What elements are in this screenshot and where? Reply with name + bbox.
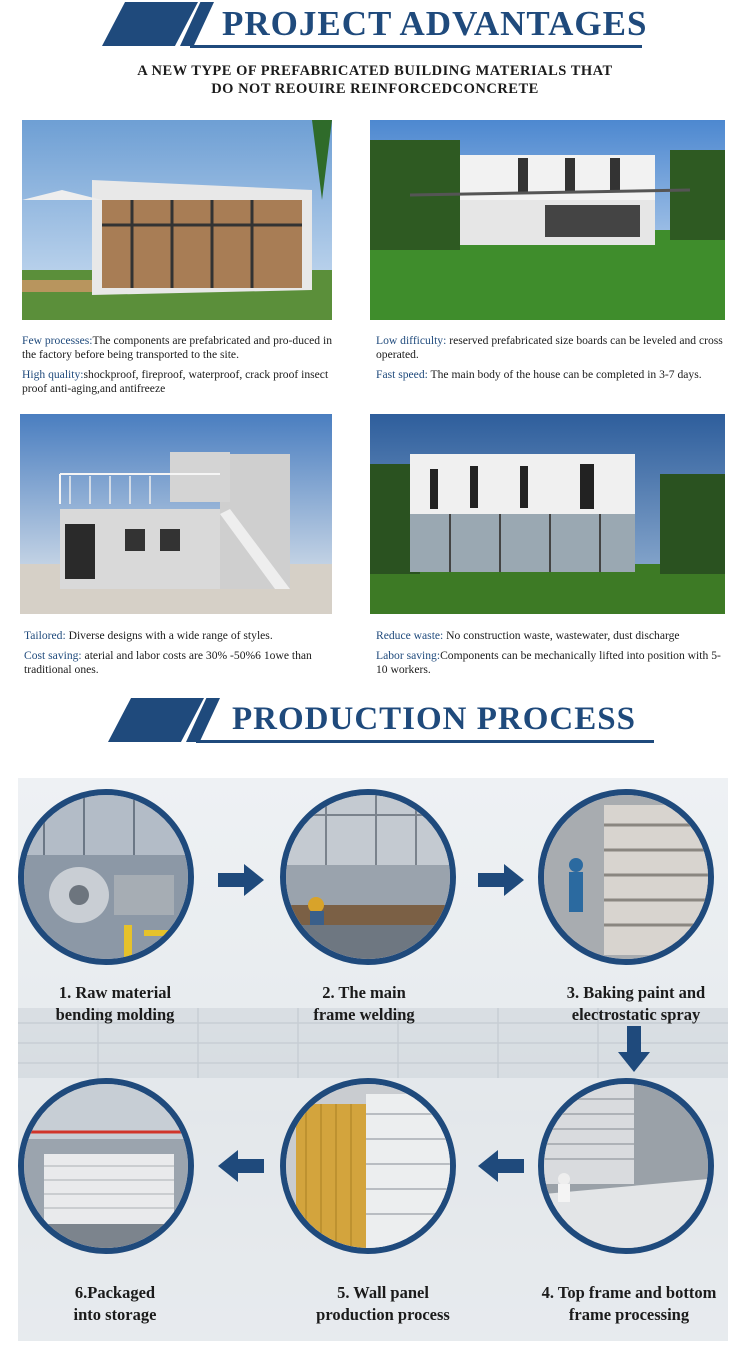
advantage-key: Cost saving: xyxy=(24,649,82,662)
advantage-text: Components can be mechanically lifted into position with 5-10 workers. xyxy=(376,649,721,676)
packaged-storage-photo xyxy=(18,1078,194,1254)
step-line: electrostatic spray xyxy=(571,1005,701,1024)
advantages-banner xyxy=(0,2,750,52)
advantages-subtitle xyxy=(0,62,750,98)
advantage-key: Low difficulty: xyxy=(376,334,447,347)
frame-processing-photo xyxy=(538,1078,714,1254)
glass-cabin-photo xyxy=(22,120,332,320)
step-line: frame welding xyxy=(313,1005,415,1024)
step-line: 5. Wall panel xyxy=(337,1283,429,1302)
banner-underline xyxy=(196,740,654,743)
raw-material-photo xyxy=(18,789,194,965)
process-step-label xyxy=(509,1282,749,1326)
advantage-key: Tailored: xyxy=(24,629,66,642)
subtitle-line: DO NOT REOUIRE REINFORCEDCONCRETE xyxy=(211,81,539,97)
step-line: 4. Top frame and bottom xyxy=(541,1283,717,1302)
step-line: bending molding xyxy=(55,1005,175,1024)
advantage-key: Reduce waste: xyxy=(376,629,444,642)
process-step-label xyxy=(0,1282,230,1326)
caption-block xyxy=(24,629,344,683)
process-banner xyxy=(0,698,750,748)
step-line: 6.Packaged xyxy=(74,1283,156,1302)
arrow-left-icon xyxy=(218,1150,264,1182)
caption-block xyxy=(22,334,342,402)
process-step-label xyxy=(521,982,750,1026)
process-step-label xyxy=(249,982,479,1026)
advantages-title: PROJECT ADVANTAGES xyxy=(222,4,648,43)
arrow-right-icon xyxy=(218,864,264,896)
advantage-text: The main body of the house can be completed in 3-7 days. xyxy=(427,368,702,381)
process-step-label xyxy=(0,982,230,1026)
step-line: frame processing xyxy=(568,1305,690,1324)
advantage-key: High quality: xyxy=(22,368,84,381)
subtitle-line: A NEW TYPE OF PREFABRICATED BUILDING MATERIALS THAT xyxy=(137,63,613,79)
caption-block xyxy=(376,629,728,683)
advantage-key: Few processes: xyxy=(22,334,93,347)
baking-paint-photo xyxy=(538,789,714,965)
container-house-stairs-photo xyxy=(20,414,332,614)
caption-block xyxy=(376,334,726,388)
step-line: into storage xyxy=(73,1305,157,1324)
process-step-label xyxy=(268,1282,498,1326)
advantage-text: aterial and labor costs are 30% -50%6 1owe than traditional ones. xyxy=(24,649,312,676)
step-line: production process xyxy=(316,1305,450,1324)
modern-villa-photo xyxy=(370,414,725,614)
step-line: 2. The main xyxy=(322,983,406,1002)
advantage-key: Fast speed: xyxy=(376,368,428,381)
advantage-text: reserved prefabricated size boards can be leveled and cross operated. xyxy=(376,334,723,361)
advantage-text: No construction waste, wastewater, dust discharge xyxy=(443,629,680,642)
frame-welding-photo xyxy=(280,789,456,965)
banner-underline xyxy=(190,45,642,48)
advantage-text: The components are prefabricated and pro-duced in the factory before being transported to the site. xyxy=(22,334,333,361)
step-line: 1. Raw material xyxy=(58,983,172,1002)
arrow-left-icon xyxy=(478,1150,524,1182)
arrow-down-icon xyxy=(618,1026,650,1072)
wall-panel-photo xyxy=(280,1078,456,1254)
arrow-right-icon xyxy=(478,864,524,896)
step-line: 3. Baking paint and xyxy=(566,983,706,1002)
process-title: PRODUCTION PROCESS xyxy=(232,701,636,737)
advantage-text: shockproof, fireproof, waterproof, crack proof insect proof anti-aging,and antifreeze xyxy=(22,368,329,395)
advantage-text: Diverse designs with a wide range of styles. xyxy=(65,629,273,642)
two-storey-house-photo xyxy=(370,120,725,320)
advantage-key: Labor saving: xyxy=(376,649,441,662)
